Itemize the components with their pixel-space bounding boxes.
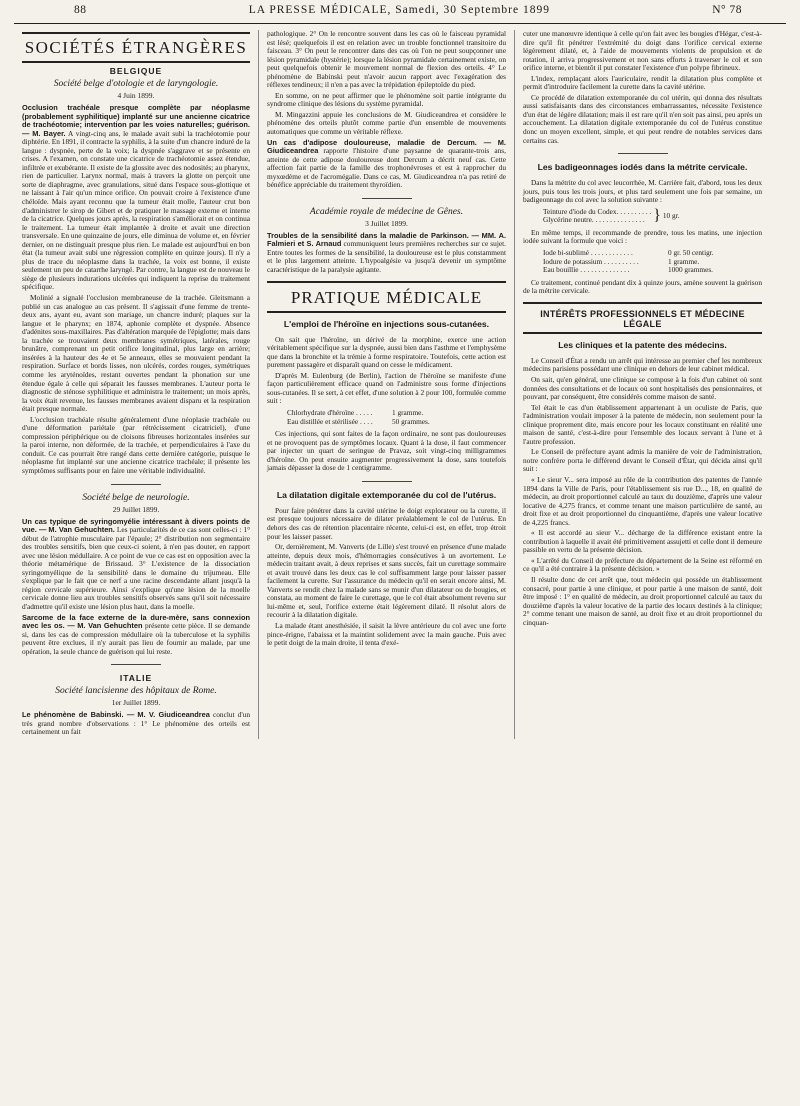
session-date: 29 Juillet 1899.: [112, 504, 160, 514]
formula: [543, 249, 762, 275]
paragraph: La malade étant anesthésiée, il saisit la lèvre antérieure du col avec une forte pince-érigne, l'abaissa et la maintint solidement avec la main gauche. Puis avec le petit doigt de la main droite, il tenta d'exé-: [267, 620, 506, 648]
paragraph: Ce traitement, continué pendant dix à quinze jours, amène souvent la guérison de la métrite cervicale.: [523, 277, 762, 296]
session-date: 3 Juillet 1899.: [365, 218, 408, 228]
divider: [111, 664, 161, 665]
divider: [618, 153, 668, 154]
paragraph: D'après M. Eulenburg (de Berlin), l'action de l'héroïne se manifeste d'une façon particulièrement efficace quand on l'administre sous forme d'injections sous-cutanées. Il se sert, à cet effet, d'une solution à 2 pour 100, formulée comme suit :: [267, 370, 506, 406]
formula-row: Iodure de potassium . . . . . . . . . . 1 gramme.: [543, 256, 700, 266]
formula: [543, 208, 762, 225]
paragraph: L'occlusion trachéale résulte généralement d'une néoplasie trachéale ou d'une déformation pariétale (par rétrécissement cicatriciel), d'une compression périphérique ou de cloisons fibreuses horizontales insérées sur la paroi interne, non déformée, de la trachée, et perpendiculaires à l'axe du conduit. Ce cas pourrait être rangé dans cette dernière catégorie, puisque le néoplasme fut implanté sur une ancienne cicatrice trachéale; il présente les symptômes suffisants pour en faire une véritable individualité.: [22, 414, 250, 475]
page-number: 88: [74, 4, 87, 16]
case-paragraph: Troubles de la sensibilité dans la maladie de Parkinson. — MM. A. Falmieri et S. Arnaud communiquent leurs premières recherches sur ce sujet. Entre toutes les formes de la sensibilité, la douloureuse est le plus constamment et le plus largement atteinte. L'hypoalgésie va jusqu'à devenir un symptôme caractéristique de la paralysie agitante.: [267, 230, 507, 275]
article-title: L'emploi de l'héroïne en injections sous-cutanées.: [283, 318, 490, 329]
paragraph: Or, dernièrement, M. Vanverts (de Lille) s'est trouvé en présence d'une malade atteinte, depuis deux mois, d'hémorragies consécutives à un avortement. Le médecin traitant avait, à deux reprises et sans succès, fait un curettage sommaire et avait trouvé dans les deux cas le col suffisamment large pour laisser passer facilement la curette. Sur l'assurance du médecin qu'il en serait encore ainsi, M. Vanverts se rendit chez la malade sans se munir d'un dilatateur ou de bougies, et constata, au moment de faire le curettage, que le col était absolument revenu sur lui-même et, seul, l'orifice externe était légèrement dilaté. Il résolut alors de recourir à la dilatation digitale.: [267, 542, 506, 620]
paragraph: « Le sieur V... sera imposé au rôle de la contribution des patentes de l'année 1894 dans la Ville de Paris, pour l'établissement sis rue D..., 18, en qualité de médecin, au droit proportionnel calculé au taux du douzième, d'après une valeur locative de 4,275 francs, et comme tenant une maison particulière de santé, au droit fixe et au droit proportionnel du cinquantième, d'après une valeur locative de 4,225 francs.: [523, 475, 762, 527]
society-heading: Académie royale de médecine de Gênes.: [309, 206, 464, 217]
session-date: 1er Juillet 1899.: [111, 698, 161, 708]
article-title: La dilatation digitale extemporanée du col de l'utérus.: [276, 489, 497, 500]
formula-row: Eau distillée et stérilisée . . . . 50 grammes.: [287, 416, 430, 426]
journal-title: LA PRESSE MÉDICALE, Samedi, 30 Septembre 1899: [248, 4, 550, 16]
divider: [362, 198, 412, 199]
paragraph: Ces injections, qui sont faites de la façon ordinaire, ne sont pas douloureuses et ne provoquent pas de symptômes locaux. Quant à la dose, il faut commencer par injecter un quart de seringue de Pravaz, soit vingt-cinq milligrammes d'héroïne. On peut ensuite augmenter progressivement la dose, sans toutefois jamais dépasser la dose de 1 centigramme.: [267, 429, 506, 473]
society-heading: Société belge d'otologie et de laryngologie.: [53, 79, 219, 89]
formula-row: Teinture d'iode du Codex. . . . . . . . . .: [543, 206, 652, 216]
column-3: [514, 30, 770, 739]
page-header: [14, 4, 786, 24]
column-2: [258, 30, 514, 739]
issue-number: N° 78: [712, 4, 742, 16]
article-title: Les cliniques et la patente des médecins.: [558, 339, 727, 350]
divider: [362, 481, 412, 482]
section-title-interets: INTÉRÊTS PROFESSIONNELS ET MÉDECINE LÉGALE: [523, 302, 762, 334]
paragraph: On sait, qu'en général, une clinique se compose à la fois d'un cabinet où sont données des consultations et de locaux où sont hospitalisés des pensionnaires, et pouvant, par conséquent, être considérés comme maison de santé.: [523, 375, 762, 402]
paragraph: « Il est accordé au sieur V... décharge de la différence existant entre la contribution à laquelle il avait été primitivement assujetti et celle dont il demeure passible en vertu de la présente décision.: [523, 528, 762, 555]
paragraph: En somme, on ne peut affirmer que le phénomène soit partie intégrante du syndrome clinique des lésions du système pyramidal.: [267, 90, 506, 109]
country-heading: BELGIQUE: [109, 66, 163, 76]
paragraph: Le Conseil d'État a rendu un arrêt qui intéresse au premier chef les nombreux médecins parisiens possédant une clinique en dehors de leur cabinet médical.: [523, 355, 762, 374]
case-paragraph: Un cas typique de syringomyélie intéressant à divers points de vue. — M. Van Gehuchten. Les particularités de ce cas sont celles-ci : 1° début de l'atrophie musculaire par l'épaule; 2° distribution non segmentaire des troubles sensitifs, bien que ceux-ci soient, à n'en pas douter, en rapport avec une lésion médullaire. A ce point de vue ce cas est en opposition avec la théorie métamérique de Brissaud. 3° L'existence de la dissociation syringomyélique de la sensibilité dans le domaine du trijumeau. Elle s'explique par le fait que ce nerf a une racine descendante allant jusqu'à la région cervicale supérieure. Ainsi s'explique qu'une lésion de la moelle cervicale donne lieu aux troubles sensitifs observés sans qu'il soit nécessaire d'admettre qu'il existe une lésion plus haut, dans la moelle.: [22, 516, 251, 611]
column-1: [14, 30, 258, 739]
formula-row: Chlorhydrate d'héroïne . . . . . 1 gramme.: [287, 407, 424, 417]
paragraph: Le Conseil de préfecture ayant admis la manière de voir de l'administration, notre confrère porta le différend devant le Conseil d'État, qui décida ainsi qu'il suit :: [523, 447, 762, 474]
society-heading: Société belge de neurologie.: [82, 492, 190, 503]
divider: [111, 484, 161, 485]
formula-row: Glycérine neutre. . . . . . . . . . . . . . .: [543, 215, 645, 225]
paragraph: On sait que l'héroïne, un dérivé de la morphine, exerce une action véritablement spécifique sur la dyspnée, aussi bien dans l'asthme et l'emphysème que dans la bronchite et la trémie à forme respiratoire. Toutefois, cette action est purement passagère et disparaît quand on cesse le médicament.: [267, 334, 506, 370]
paragraph: Tel était le cas d'un établissement appartenant à un oculiste de Paris, que l'administration voulait imposer à la patente de médecin, non seulement pour la clinique proprement dite, mais encore pour les locaux constituant en réalité une maison de santé, c'est-à-dire pour l'ensemble des locaux servant à l'une et à l'autre profession.: [523, 402, 762, 446]
article-title: Les badigeonnages iodés dans la métrite cervicale.: [537, 162, 748, 173]
paragraph: Molinié a signalé l'occlusion membraneuse de la trachée. Gleitsmann a publié un cas analogue au cas présent. Il s'agissait d'une femme de trente-deux ans, ayant eu, avant son mariage, un chancre induré; plaques sur la langue et le pharynx; en 1874, aphonie complète et dyspnée. Absence d'adénites sous-maxillaires. Pas d'altération marquée de l'épiglotte; mais dans la trachée se trouvaient deux membranes symétriques, latérales, rouge brunâtre, comprenant un petit orifice longitudinal, plus large en arrière; insérées à la hauteur des 4e et 5e anneaux, elles se mouvaient pendant la respiration. Surface et bords lisses, non ulcérés, cordes rouges, symétriques comme les aryténoïdes, restant ouvertes pendant la phonation sur une étendue égale à celle qui séparait les fausses membranes. L'auteur porta le diagnostic de sténose syphilitique et administra le traitement; un mois après, la voix était revenue, les fausses membranes avaient disparu et la respiration était presque normale.: [22, 293, 250, 414]
paragraph: Pour faire pénétrer dans la cavité utérine le doigt explorateur ou la curette, il est presque toujours nécessaire de dilater préalablement le col de l'utérus. En dehors des cas de rétention placentaire récente, celui-ci est, en effet, trop étroit pour les laisser passer.: [267, 505, 506, 541]
case-paragraph: Le phénomène de Babinski. — M. V. Giudiceandrea conclut d'un très grand nombre d'observations : 1° Le phénomène des orteils est certainement un fait: [22, 710, 251, 737]
paragraph: Dans la métrite du col avec leucorrhée, M. Carrière fait, d'abord, tous les deux jours, puis tous les trois jours, et plus tard seulement une fois par semaine, un badigeonnage du col avec la solution suivante :: [523, 178, 762, 205]
formula: [287, 409, 506, 426]
paragraph: « L'arrêté du Conseil de préfecture du département de la Seine est réformé en ce qu'il a été contraire à la présente décision. »: [523, 555, 762, 574]
session-date: 4 Juin 1899.: [117, 91, 155, 100]
paragraph: Il résulte donc de cet arrêt que, tout médecin qui possède un établissement consacré, pour partie à une clinique, et pour partie à une maison de santé, doit être imposé : 1° en qualité de médecin, au droit proportionnel calculé au taux du douzième d'après la valeur locative de la partie des locaux destinés à la clinique; 2° comme tenant une maison de santé, au droit fixe et au droit proportionnel du cinquan-: [523, 575, 762, 627]
formula-quantity: 10 gr.: [662, 211, 680, 221]
paragraph: M. Mingazzini appuie les conclusions de M. Giudiceandrea et considère le phénomène des orteils plutôt comme partie d'un ensemble de mouvements automatiques que comme un véritable réflexe.: [267, 109, 506, 137]
paragraph: En même temps, il recommande de prendre, tous les matins, une injection iodée suivant la formule que voici :: [523, 227, 762, 246]
formula-row: Iode bi-sublimé . . . . . . . . . . . . 0 gr. 50 centigr.: [543, 248, 714, 258]
paragraph: L'index, remplaçant alors l'auriculaire, rendit la dilatation plus complète et permit d'introduire facilement la curette dans la cavité utérine.: [523, 73, 762, 92]
paragraph: Ce procédé de dilatation extemporanée du col utérin, qui donna des résultats aussi satisfaisants dans des circonstances embarrassantes, nécessite l'existence d'un état de légère dilatation; mais il est rare qu'il n'en soit pas ainsi, peu après un accouchement. La dilatation digitale extemporanée du col de l'utérus constitue donc un moyen excellent, simple, et qui peut rendre de notables services dans certains cas.: [523, 92, 762, 145]
paragraph: pathologique. 2° On le rencontre souvent dans les cas où le faisceau pyramidal est lésé; quelquefois il est en relation avec un trouble fonctionnel transitoire du faisceau. 3° On peut le rencontrer dans des cas où l'on ne peut soupçonner une lésion pyramidale (hystérie); lorsque la lésion pyramidale certainement existe, on peut quelquefois obtenir le mouvement normal de flexion des orteils. 4° Le phénomène de Babinski peut n'avoir aucun rapport avec l'exagération des réflexes tendineux; il n'en a pas avec la trépidation épileptoïde du pied.: [267, 30, 506, 90]
section-title-pratique: PRATIQUE MÉDICALE: [267, 281, 506, 313]
country-heading: ITALIE: [119, 673, 153, 684]
case-paragraph: Sarcome de la face externe de la dure-mère, sans connexion avec les os. — M. Van Gehuchten présente cette pièce. Il se demande si, dans les cas de compression médullaire où la tuberculose et la syphilis peuvent être exclues, il n'y aurait pas lieu de fournir au malade, par une opération, la seule chance de guérison qui lui reste.: [22, 612, 250, 656]
paragraph: cuter une manœuvre identique à celle qu'on fait avec les bougies d'Hégar, c'est-à-dire qu'il fit pénétrer l'extrémité du doigt dans l'orifice cervical externe légèrement dilaté, et, à l'aide de mouvements violents de propulsion et de rotation, il arriva progressivement et non sans efforts à traverser le col et son orifice interne, et bientôt il put constater l'existence d'un polype fibrineux.: [523, 30, 762, 73]
brace: }: [653, 207, 661, 225]
case-paragraph: Occlusion trachéale presque complète par néoplasme (probablement syphilitique) implanté sur une ancienne cicatrice de trachéotomie; intervention par les voies naturelles; guérison. — M. Bayer. A vingt-cinq ans, le malade avait subi la trachéotomie pour diphtérie. En 1891, il contracte la syphilis, à la suite d'un chancre induré de la langue : dyspnée, perte de la voix; la dyspnée s'aggrave et se présente en crises. A l'examen, on constate une cicatrice de trachéotomie assez étendue, infiltrée et exubérante. Il existe de la glossite avec des nodosités; au pharynx, rien de particulier. Larynx normal, mais à travers la glotte on perçoit une sorte de diaphragme, avec granulations, situé dans l'espace sous-glottique et ne laissant à l'air qu'un mince orifice. On pouvait croire à l'existence d'une chéloïde. Mais ayant reconnu que la tumeur était molle, l'auteur crut bon d'administrer le sirop de Gibert et de pratiquer le massage externe et interne de la cicatrice. Quelques jours après, la respiration s'améliorait et on continua le traitement. La tumeur était implantée à droite et avait une direction transversale. En une quinzaine de jours, elle diminua de volume et, en février dernier, on ne distinguait presque plus rien. Le malade est aujourd'hui en bon état (la tumeur avait subi une régression complète en quinze jours). Il n'y a plus de trace du néoplasme dans la trachée, la voix est bonne, il existe seulement un peu de catarrhe laryngé. Par contre, la langue est de nouveau le siège de plusieurs indurations ulcérées qui indiquent la reprise du traitement spécifique.: [22, 103, 251, 292]
case-paragraph: Un cas d'adipose douloureuse, maladie de Dercum. — M. Giudiceandrea rapporte l'histoire d'une paysanne de quarante-trois ans, atteinte de cette adipose douloureuse dont Dercum a décrit neuf cas. Cette affection fait partie de la famille des trophonévroses et est à rapprocher du myxœdème et de l'acromégalie. Dans ce cas, M. Giudiceandrea n'a pas retiré de bénéfice appréciable du traitement thyroïdien.: [267, 137, 506, 190]
formula-row: Eau bouillie . . . . . . . . . . . . . . 1000 grammes.: [543, 265, 713, 275]
society-heading: Société lancisienne des hôpitaux de Rome.: [55, 686, 217, 697]
section-title-societes: SOCIÉTÉS ÉTRANGÈRES: [22, 32, 250, 63]
